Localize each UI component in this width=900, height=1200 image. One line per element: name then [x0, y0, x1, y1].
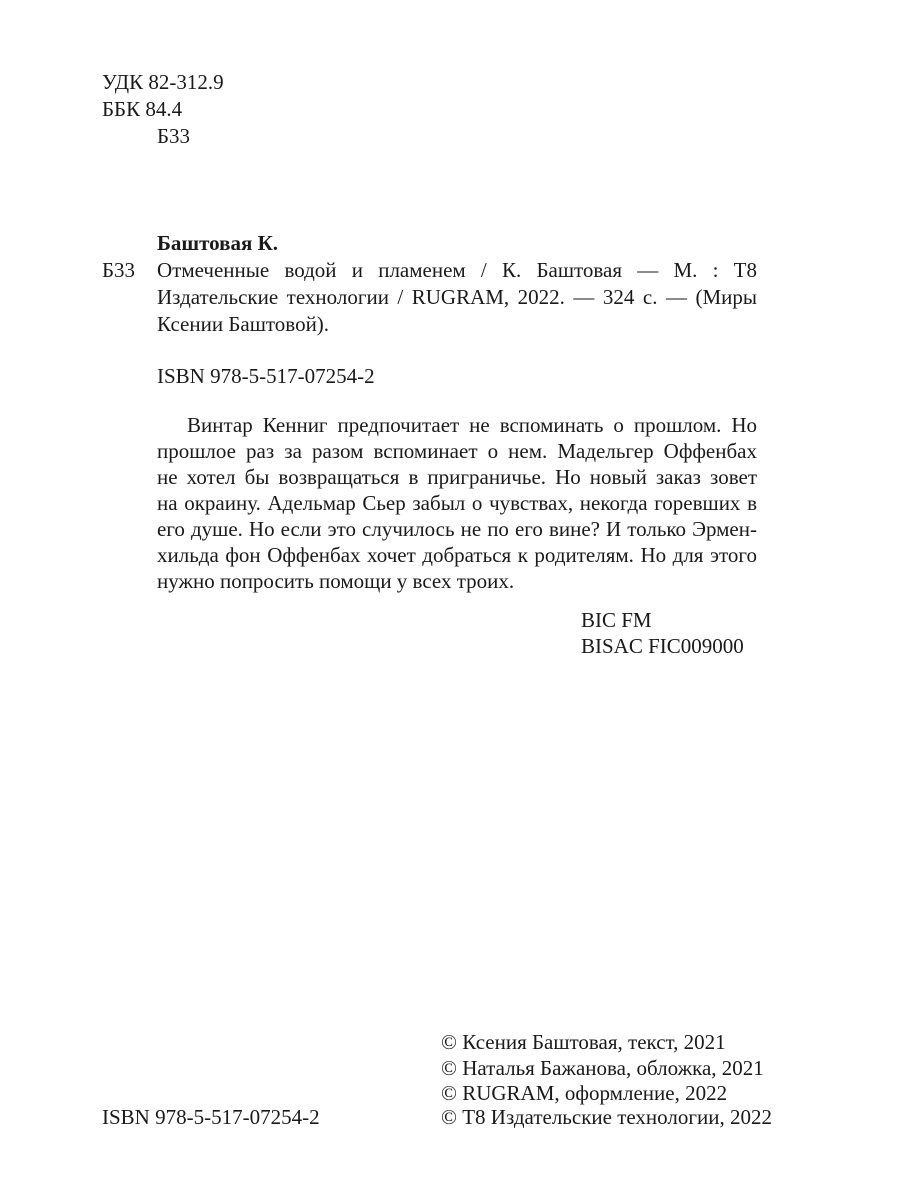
- annotation-line: его душе. Но если это случилось не по его вине? И только Эрмен-: [157, 517, 757, 541]
- bic-code: BIC FM: [581, 608, 652, 632]
- author-mark-top: Б33: [157, 124, 191, 148]
- isbn-footer: ISBN 978-5-517-07254-2: [102, 1105, 320, 1129]
- bisac-code: BISAC FIC009000: [581, 634, 744, 658]
- description-line: Издательские технологии / RUGRAM, 2022. — 324 с. — (Миры: [157, 285, 757, 309]
- description-line: Отмеченные водой и пламенем / К. Баштовая — М. : Т8: [157, 258, 757, 282]
- author-mark-side: Б33: [102, 258, 136, 282]
- annotation-line: нужно попросить помощи у всех троих.: [157, 569, 515, 593]
- annotation-line: прошлое раз за разом вспоминает о нем. Мадельгер Оффенбах: [157, 439, 757, 463]
- copyright-line: © Наталья Бажанова, обложка, 2021: [441, 1056, 764, 1080]
- copyright-line: © RUGRAM, оформление, 2022: [441, 1081, 728, 1105]
- copyright-line: © Т8 Издательские технологии, 2022: [441, 1105, 772, 1129]
- annotation-line: хильда фон Оффенбах хочет добраться к родителям. Но для этого: [157, 543, 757, 567]
- description-line: Ксении Баштовой).: [157, 312, 330, 336]
- author-name: Баштовая К.: [157, 231, 279, 255]
- bbk-code: ББК 84.4: [102, 97, 183, 121]
- annotation-line: Винтар Кенниг предпочитает не вспоминать о прошлом. Но: [187, 413, 757, 437]
- isbn-main: ISBN 978-5-517-07254-2: [157, 364, 375, 388]
- annotation-line: на окраину. Адельмар Сьер забыл о чувствах, некогда горевших в: [157, 491, 757, 515]
- annotation-line: не хотел бы возвращаться в приграничье. Но новый заказ зовет: [157, 465, 757, 489]
- copyright-line: © Ксения Баштовая, текст, 2021: [441, 1030, 726, 1054]
- udk-code: УДК 82-312.9: [102, 70, 224, 94]
